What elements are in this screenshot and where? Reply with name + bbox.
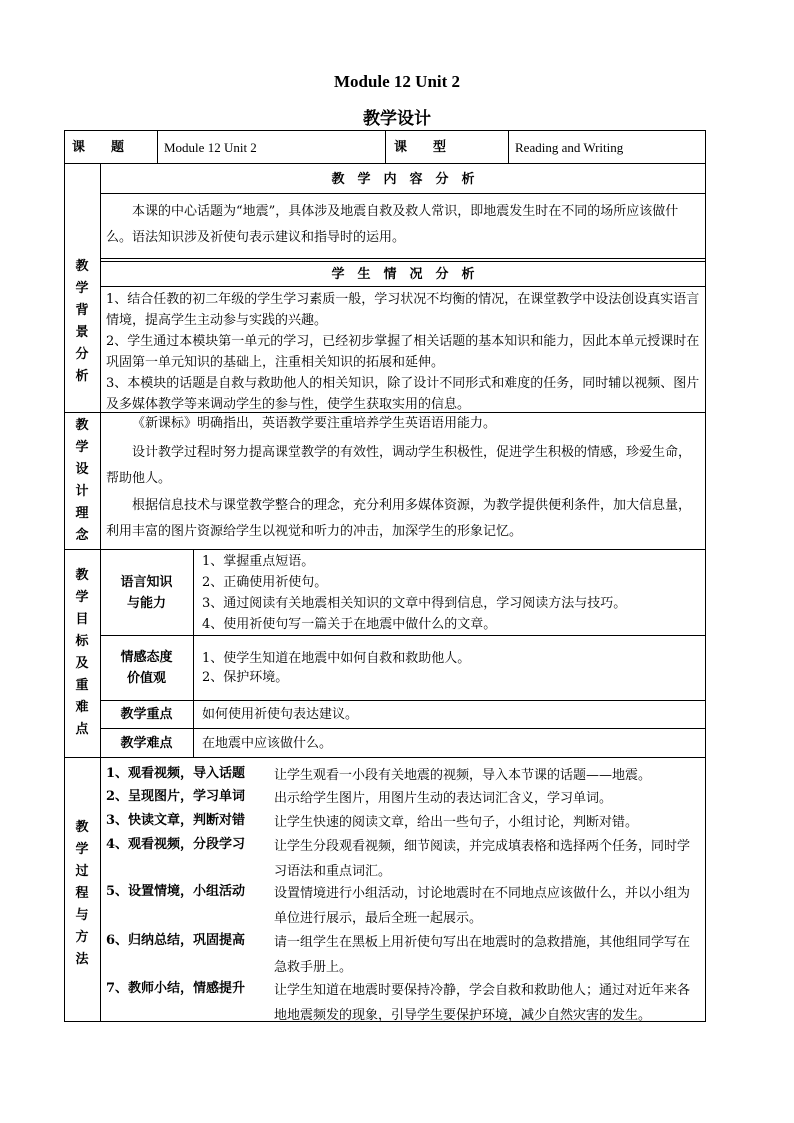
language-item: 1、掌握重点短语。: [202, 554, 315, 569]
step-text: 请一组学生在黑板上用祈使句写出在地震时的急救措施，其他组同学写在急救手册上。: [274, 935, 691, 975]
key-point-value: 如何使用祈使句表达建议。: [202, 707, 359, 722]
student-item: 1、结合任教的初二年级的学生学习素质一般，学习状况不均衡的情况，在课堂教学中设法创设真实语言情境，提高学生主动参与实践的兴趣。: [106, 292, 700, 328]
emotion-label-line: 价值观: [126, 671, 166, 686]
rule: [100, 700, 706, 701]
step-text: 让学生观看一小段有关地震的视频，导入本节课的话题——地震。: [274, 768, 652, 783]
process-side-label: 教 学 过 程 与 方 法: [75, 820, 89, 967]
concept-paragraph: 《新课标》明确指出，英语教学要注重培养学生英语语用能力。: [132, 416, 497, 431]
type-label: 课 型: [394, 140, 447, 155]
concept-paragraph: 根据信息技术与课堂教学整合的理念，充分利用多媒体资源，为教学提供便利条件，加大信息量，利用丰富的图片资源给学生以视觉和听力的冲击，加深学生的形象记忆。: [106, 498, 692, 539]
content-analysis-text: 本课的中心话题为“地震”，具体涉及地震自救及救人常识，即地震发生时在不同的场所应该做什么。语法知识涉及祈使句表示建议和指导时的运用。: [106, 204, 679, 245]
rule: [100, 728, 706, 729]
language-label-line: 语言知识: [120, 575, 173, 590]
concept-paragraph: 设计教学过程时努力提高课堂教学的有效性，调动学生积极性，促进学生积极的情感，珍爱生命，帮助他人。: [106, 445, 692, 486]
rule: [508, 130, 509, 164]
step-label: 5、设置情境，小组活动: [106, 884, 246, 899]
step-label: 7、教师小结，情感提升: [106, 981, 246, 996]
step-label: 2、呈现图片，学习单词: [106, 789, 246, 804]
rule: [193, 549, 194, 757]
language-item: 3、通过阅读有关地震相关知识的文章中得到信息，学习阅读方法与技巧。: [202, 596, 627, 611]
emotion-item: 1、使学生知道在地震中如何自救和救助他人。: [202, 651, 471, 666]
rule: [64, 757, 706, 758]
rule: [100, 286, 706, 287]
rule: [157, 130, 158, 164]
content-analysis-heading: 教 学 内 容 分 析: [331, 172, 475, 187]
step-label: 4、观看视频，分段学习: [106, 837, 246, 852]
language-item: 2、正确使用祈使句。: [202, 575, 328, 590]
student-item: 3、本模块的话题是自救与救助他人的相关知识，除了设计不同形式和难度的任务，同时辅以视频、图片及多媒体教学等来调动学生的参与性，使学生获取实用的信息。: [106, 376, 700, 412]
step-label: 6、归纳总结，巩固提高: [106, 933, 246, 948]
step-text: 出示给学生图片，用图片生动的表达词汇含义，学习单词。: [274, 791, 613, 806]
concept-side-label: 教 学 设 计 理 念: [75, 418, 89, 543]
rule: [100, 261, 706, 262]
rule: [100, 635, 706, 636]
step-text: 让学生知道在地震时要保持冷静，学会自救和救助他人；通过对近年来各地地震频发的现象，引导学生要保护环境，减少自然灾害的发生。: [274, 983, 691, 1023]
goals-side-label: 教 学 目 标 及 重 难 点: [75, 568, 89, 737]
background-side-label: 教 学 背 景 分 析: [75, 259, 89, 384]
rule: [100, 258, 706, 259]
student-analysis-heading: 学 生 情 况 分 析: [331, 267, 475, 282]
emotion-item: 2、保护环境。: [202, 670, 289, 685]
type-value: Reading and Writing: [515, 140, 624, 155]
student-item: 2、学生通过本模块第一单元的学习，已经初步掌握了相关话题的基本知识和能力，因此本单元授课时在巩固第一单元知识的基础上，注重相关知识的拓展和延伸。: [106, 334, 700, 370]
rule: [385, 130, 386, 164]
difficult-point-value: 在地震中应该做什么。: [202, 736, 333, 751]
document-subtitle: 教学设计: [363, 109, 431, 129]
difficult-point-label: 教学难点: [120, 736, 173, 751]
step-label: 1、观看视频，导入话题: [106, 766, 246, 781]
step-text: 让学生快速的阅读文章，给出一些句子，小组讨论，判断对错。: [274, 815, 639, 830]
step-text: 设置情境进行小组活动，讨论地震时在不同地点应该做什么，并以小组为单位进行展示，最后全班一起展示。: [274, 886, 691, 926]
emotion-label-line: 情感态度: [120, 650, 173, 665]
document-title: Module 12 Unit 2: [333, 72, 461, 91]
course-label: 课 题: [72, 140, 125, 155]
language-label-line: 与能力: [126, 596, 166, 611]
step-label: 3、快读文章，判断对错: [106, 813, 246, 828]
key-point-label: 教学重点: [120, 707, 173, 722]
rule: [64, 549, 706, 550]
course-value: Module 12 Unit 2: [164, 140, 257, 155]
rule: [100, 193, 706, 194]
step-text: 让学生分段观看视频，细节阅读，并完成填表格和选择两个任务，同时学习语法和重点词汇。: [274, 839, 691, 879]
language-item: 4、使用祈使句写一篇关于在地震中做什么的文章。: [202, 617, 497, 632]
